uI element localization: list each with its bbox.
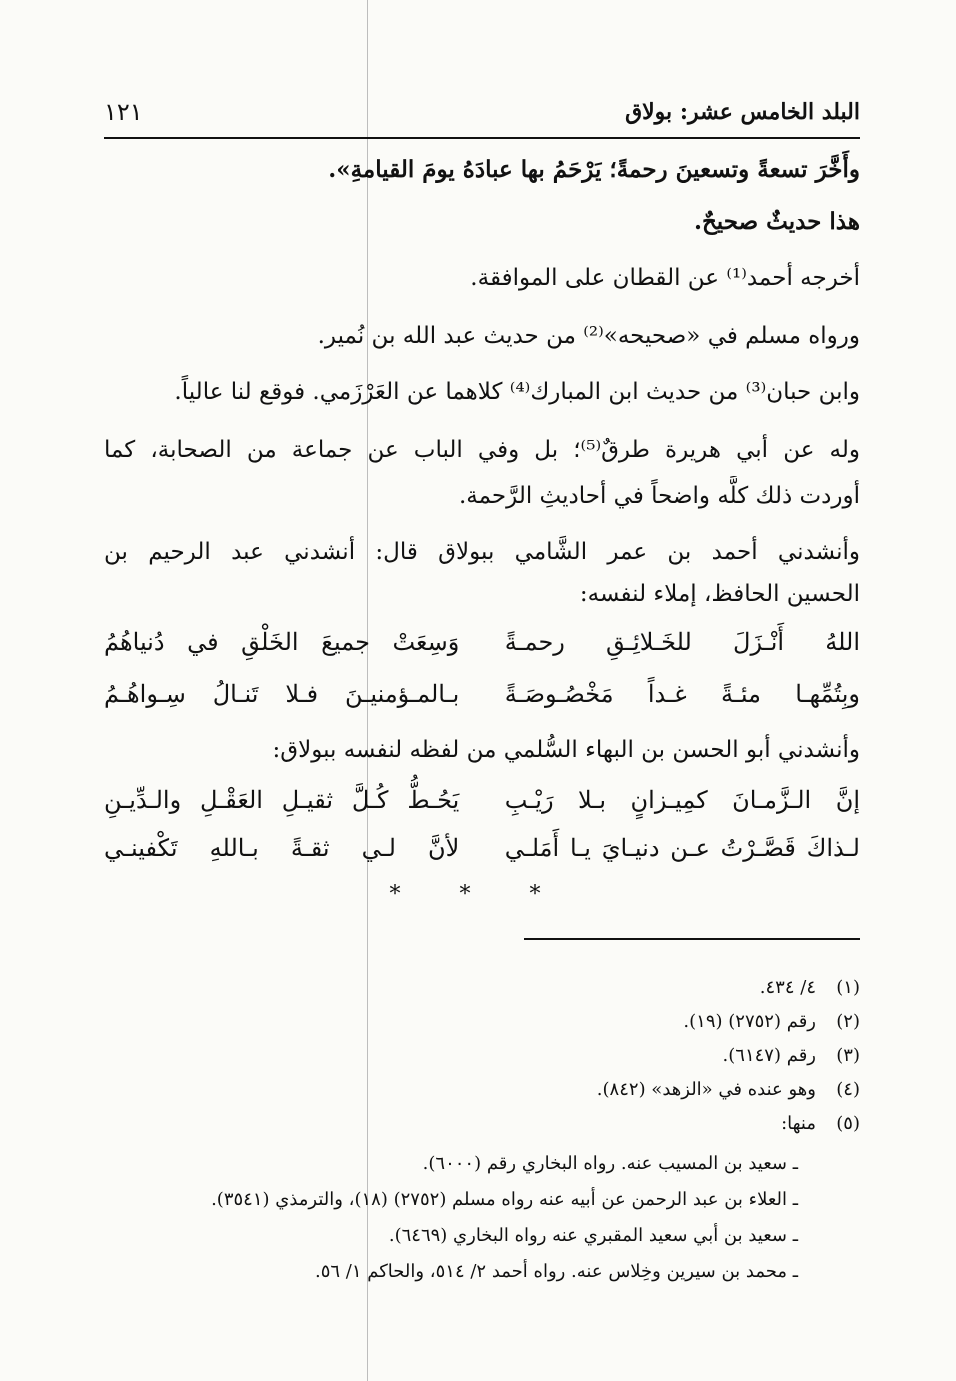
footnote-5-item-4: ـ محمد بن سيرين وخِلاس عنه. رواه أحمد ٢/ ٥١٤، والحاكم ١/ ٥٦.: [314, 1261, 798, 1282]
footnote-5-item-1: ـ سعيد بن المسيب عنه. رواه البخاري رقم (٦٠٠٠).: [422, 1153, 798, 1174]
footnote-number: (٥): [836, 1113, 860, 1134]
footnote-text: رقم (٦١٤٧).: [722, 1045, 816, 1066]
footnote-text: وهو عنده في «الزهد» (٨٤٢).: [596, 1079, 816, 1100]
page-number: ١٢١: [104, 98, 143, 126]
verse-4-second-hemistich: لأنَّ لـي ثقـةً بـاللهِ تَكْفينـي: [104, 834, 460, 862]
footnote-text: منها:: [781, 1113, 816, 1134]
verse-1: [104, 620, 860, 664]
footnote-3: [104, 1040, 860, 1072]
footnote-5-item-2: ـ العلاء بن عبد الرحمن عن أبيه عنه رواه مسلم (٢٧٥٢) (١٨)، والترمذي (٣٥٤١).: [211, 1189, 798, 1210]
header-rule: [104, 137, 860, 139]
verse-4: [104, 826, 860, 870]
footnote-number: (١): [836, 977, 860, 998]
text-line-1: وأَخَّرَ تسعةً وتسعينَ رحمةً؛ يَرْحَمُ بها عبادَهُ يومَ القيامةِ».: [328, 156, 860, 183]
text-line-2: هذا حديثٌ صحيحٌ.: [693, 208, 860, 235]
verse-intro-2: وأنشدني أبو الحسن بن البهاء السُّلمي من لفظه لنفسه ببولاق:: [272, 737, 860, 763]
footnote-rule: [524, 938, 860, 940]
verse-1-first-hemistich: اللهُ أَنْـزَلَ للخَـلائِـقِ رحمـةً: [504, 628, 860, 656]
footnote-1: [104, 972, 860, 1004]
text-line-4: ورواه مسلم في «صحيحه»⁽²⁾ من حديث عبد الله بن نُمير.: [317, 323, 860, 349]
text-line-5: وابن حبان⁽³⁾ من حديث ابن المبارك⁽⁴⁾ كلاهما عن العَرْزَمي. فوقع لنا عالياً.: [174, 379, 860, 405]
verse-2-first-hemistich: وبِتُمِّهـا مئـةً غـداً مَخْصُـوصَـةً: [504, 680, 860, 708]
text-line-8: وأنشدني أحمد بن عمر الشَّامي ببولاق قال: أنشدني عبد الرحيم بن: [104, 539, 860, 565]
footnote-5: [104, 1108, 860, 1140]
verse-4-first-hemistich: لـذاكَ قَصَّـرْتُ عـن دنيـايَ يـا أَمَلـي: [504, 834, 860, 862]
footnote-number: (٤): [836, 1079, 860, 1100]
footnote-text: رقم (٢٧٥٢) (١٩).: [683, 1011, 816, 1032]
verse-1-second-hemistich: وَسِعَتْ جميعَ الخَلْقِ في دُنياهُمُ: [104, 628, 460, 656]
footnote-2: [104, 1006, 860, 1038]
footnote-text: ٤/ ٤٣٤.: [759, 977, 816, 998]
footnote-5-item-3: ـ سعيد بن أبي سعيد المقبري عنه رواه البخاري (٦٤٦٩).: [388, 1225, 798, 1246]
verse-3-first-hemistich: إنَّ الـزَّمـانَ كمِيـزانٍ بـلا رَيْـبِ: [504, 786, 860, 814]
verse-2-second-hemistich: بـالمـؤمنيـنَ فـلا تَنـالُ سِـواهُـمُ: [104, 680, 460, 708]
running-title: البلد الخامس عشر: بولاق: [625, 99, 860, 125]
text-line-9: الحسين الحافظ، إملاء لنفسه:: [579, 581, 860, 607]
page-header: [104, 92, 860, 132]
footnote-4: [104, 1074, 860, 1106]
text-line-6: وله عن أبي هريرة طرقٌ⁽⁵⁾؛ بل وفي الباب عن جماعة من الصحابة، كما: [104, 437, 860, 463]
verse-3: [104, 778, 860, 822]
section-separator-stars: * * *: [389, 882, 567, 907]
footnote-number: (٢): [836, 1011, 860, 1032]
verse-3-second-hemistich: يَحُـطُّ كُـلَّ ثقيـلِ العَقْـلِ والـدِّيـنِ: [104, 786, 460, 814]
footnote-number: (٣): [836, 1045, 860, 1066]
text-line-7: أوردت ذلك كلَّه واضحاً في أحاديثِ الرَّحمة.: [458, 483, 860, 509]
main-text: [104, 150, 860, 890]
verse-2: [104, 672, 860, 716]
text-line-3: أخرجه أحمد⁽¹⁾ عن القطان على الموافقة.: [470, 265, 860, 291]
